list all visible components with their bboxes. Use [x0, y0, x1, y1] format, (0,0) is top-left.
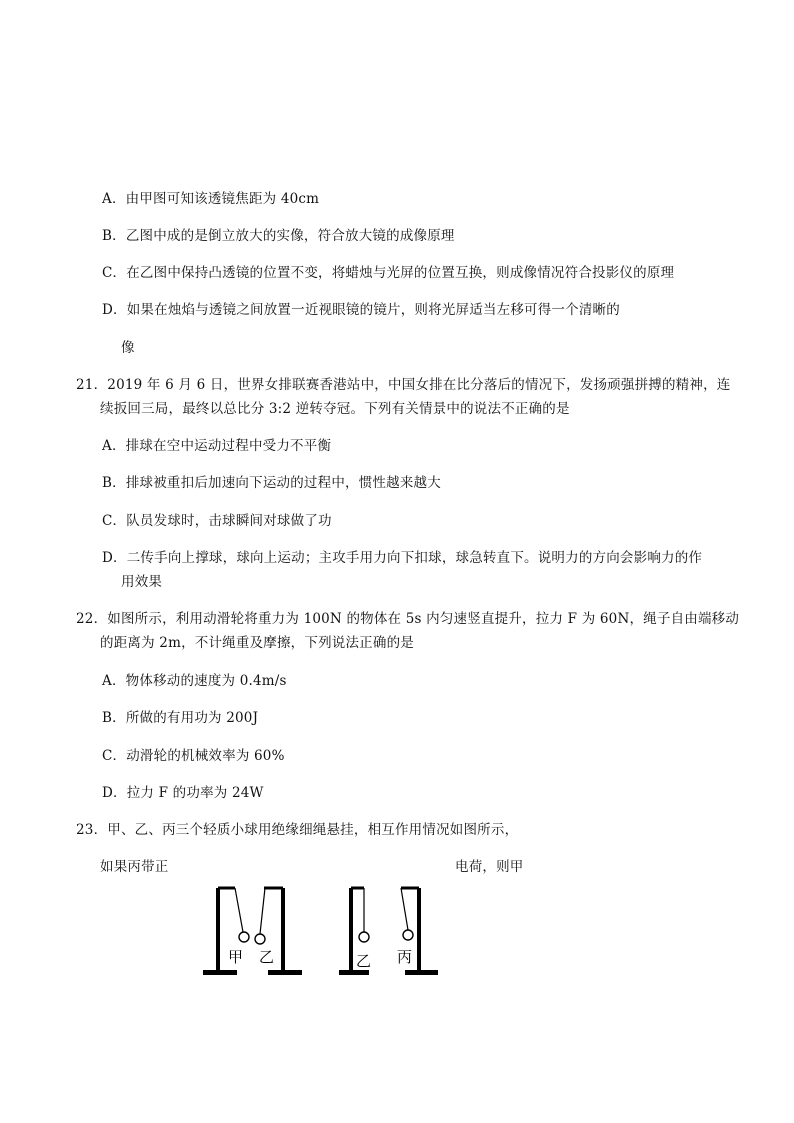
q23-stem: 23．甲、乙、丙三个轻质小球用绝缘细绳悬挂，相互作用情况如图所示，	[76, 822, 519, 838]
q22-stem-continued: 的距离为 2m，不计绳重及摩擦，下列说法正确的是	[100, 635, 414, 651]
q20-option-a: A．由甲图可知该透镜焦距为 40cm	[102, 191, 320, 207]
q23-text-right: 电荷，则甲	[455, 859, 524, 875]
ball-label-bing: 丙	[397, 948, 413, 966]
q22-option-d: D．拉力 F 的功率为 24W	[102, 785, 264, 801]
q21-stem: 21．2019 年 6 月 6 日，世界女排联赛香港站中，中国女排在比分落后的情况下，发扬顽强拼搏的精神，连	[76, 377, 731, 393]
q21-stem-continued: 续扳回三局，最终以总比分 3:2 逆转夺冠。下列有关情景中的说法不正确的是	[100, 401, 570, 417]
q23-text-left: 如果丙带正	[100, 859, 169, 875]
ball-label-yi-2: 乙	[356, 952, 372, 970]
q21-option-b: B．排球被重扣后加速向下运动的过程中，惯性越来越大	[102, 475, 441, 491]
charged-balls-figure	[198, 880, 443, 985]
ball-label-yi-1: 乙	[259, 948, 275, 966]
q21-option-c: C．队员发球时，击球瞬间对球做了功	[102, 513, 332, 529]
q20-option-c: C．在乙图中保持凸透镜的位置不变，将蜡烛与光屏的位置互换，则成像情况符合投影仪的原理	[102, 265, 675, 281]
q22-option-c: C．动滑轮的机械效率为 60%	[102, 748, 285, 764]
q22-option-b: B．所做的有用功为 200J	[102, 710, 259, 726]
q22-stem: 22．如图所示，利用动滑轮将重力为 100N 的物体在 5s 内匀速竖直提升，拉力 F 为 60N，绳子自由端移动	[76, 611, 740, 627]
q20-option-d: D．如果在烛焰与透镜之间放置一近视眼镜的镜片，则将光屏适当左移可得一个清晰的	[102, 302, 620, 318]
q22-option-a: A．物体移动的速度为 0.4m/s	[102, 673, 287, 689]
q20-option-b: B．乙图中成的是倒立放大的实像，符合放大镜的成像原理	[102, 228, 455, 244]
q21-option-a: A．排球在空中运动过程中受力不平衡	[102, 438, 332, 454]
q21-option-d: D．二传手向上撑球，球向上运动；主攻手用力向下扣球，球急转直下。说明力的方向会影响力的作	[102, 550, 703, 566]
ball-label-jia: 甲	[228, 948, 244, 966]
q21-option-d-continued: 用效果	[121, 574, 163, 590]
q20-option-d-continued: 像	[121, 340, 135, 356]
